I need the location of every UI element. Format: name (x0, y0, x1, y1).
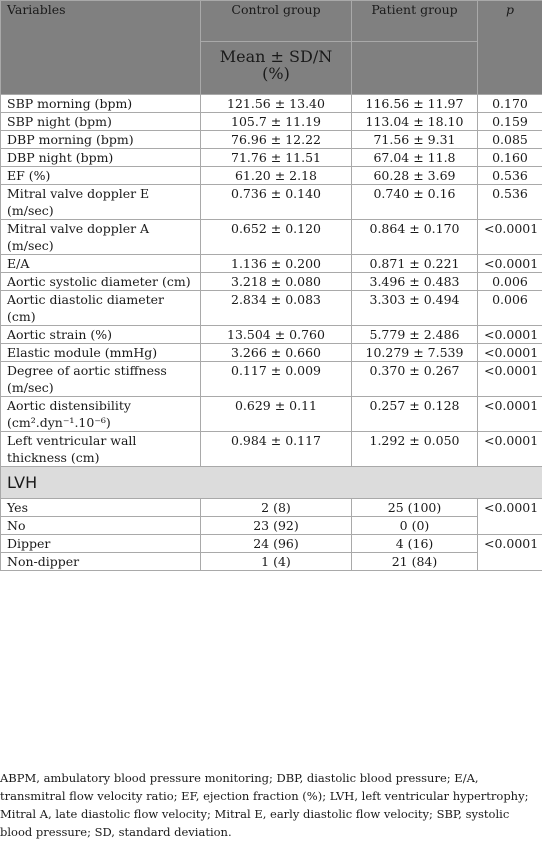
row-label: EF (%) (1, 167, 201, 185)
control-value: 105.7 ± 11.19 (201, 113, 352, 131)
table-row (1, 220, 542, 255)
control-value: 2 (8) (201, 499, 352, 517)
p-value: 0.085 (478, 131, 542, 149)
patient-value: 1.292 ± 0.050 (352, 432, 478, 467)
control-value: 0.652 ± 0.120 (201, 220, 352, 255)
patient-value: 71.56 ± 9.31 (352, 131, 478, 149)
patient-value: 0 (0) (352, 517, 478, 535)
row-label: SBP morning (bpm) (1, 95, 201, 113)
p-value: 0.536 (478, 185, 542, 220)
patient-value: 21 (84) (352, 553, 478, 571)
row-label: Left ventricular wall thickness (cm) (1, 432, 201, 467)
control-value: 0.984 ± 0.117 (201, 432, 352, 467)
row-label (1, 397, 201, 432)
section-row (1, 467, 542, 499)
control-value: 0.117 ± 0.009 (201, 362, 352, 397)
section-label: LVH (1, 467, 542, 499)
control-value: 1 (4) (201, 553, 352, 571)
patient-value: 0.257 ± 0.128 (352, 397, 478, 432)
table-row (1, 113, 542, 131)
table-row (1, 362, 542, 397)
header-control: Control group (201, 1, 352, 42)
table-row (1, 291, 542, 326)
patient-value: 3.303 ± 0.494 (352, 291, 478, 326)
patient-value: 10.279 ± 7.539 (352, 344, 478, 362)
row-label: SBP night (bpm) (1, 113, 201, 131)
control-value: 1.136 ± 0.200 (201, 255, 352, 273)
patient-value: 60.28 ± 3.69 (352, 167, 478, 185)
header-mean-sd: Mean ± SD/N (%) (201, 42, 352, 95)
control-value: 3.266 ± 0.660 (201, 344, 352, 362)
table-row (1, 432, 542, 467)
p-value: <0.0001 (478, 535, 542, 571)
table-body (1, 95, 542, 571)
control-value: 121.56 ± 13.40 (201, 95, 352, 113)
control-value: 3.218 ± 0.080 (201, 273, 352, 291)
row-label: Elastic module (mmHg) (1, 344, 201, 362)
control-value: 2.834 ± 0.083 (201, 291, 352, 326)
control-value: 0.629 ± 0.11 (201, 397, 352, 432)
p-value: <0.0001 (478, 499, 542, 535)
control-value: 61.20 ± 2.18 (201, 167, 352, 185)
patient-value: 116.56 ± 11.97 (352, 95, 478, 113)
p-value: 0.170 (478, 95, 542, 113)
row-label: No (1, 517, 201, 535)
table-row (1, 149, 542, 167)
table-row (1, 535, 542, 553)
p-value: <0.0001 (478, 362, 542, 397)
p-value: <0.0001 (478, 432, 542, 467)
table-row (1, 553, 542, 571)
patient-value: 0.370 ± 0.267 (352, 362, 478, 397)
row-label: Non-dipper (1, 553, 201, 571)
p-value: 0.006 (478, 291, 542, 326)
table-row (1, 185, 542, 220)
table-row (1, 517, 542, 535)
table-row (1, 326, 542, 344)
header-p: p (478, 1, 542, 95)
p-value: <0.0001 (478, 220, 542, 255)
row-label: Dipper (1, 535, 201, 553)
table-row (1, 397, 542, 432)
p-value: 0.159 (478, 113, 542, 131)
row-label: Yes (1, 499, 201, 517)
control-value: 71.76 ± 11.51 (201, 149, 352, 167)
row-label: DBP night (bpm) (1, 149, 201, 167)
p-value: 0.006 (478, 273, 542, 291)
table-row (1, 273, 542, 291)
p-value: <0.0001 (478, 255, 542, 273)
row-label-line1: Aortic distensibility (7, 398, 131, 413)
control-value: 23 (92) (201, 517, 352, 535)
table-footnote: ABPM, ambulatory blood pressure monitoring; DBP, diastolic blood pressure; E/A, transmitral flow velocity ratio; EF, ejection fraction (%); LVH, left ventricular hypertrophy; Mitral A, late diastolic flow velocity; Mitral E, early diastolic flow velocity; SBP, systolic blood pressure; SD, standard deviation. (0, 771, 529, 839)
row-label: DBP morning (bpm) (1, 131, 201, 149)
patient-value: 113.04 ± 18.10 (352, 113, 478, 131)
table-row (1, 167, 542, 185)
p-value: <0.0001 (478, 397, 542, 432)
patient-value: 0.864 ± 0.170 (352, 220, 478, 255)
row-label: Aortic diastolic diameter (cm) (1, 291, 201, 326)
table-row (1, 131, 542, 149)
control-value: 0.736 ± 0.140 (201, 185, 352, 220)
p-value: <0.0001 (478, 326, 542, 344)
row-label: E/A (1, 255, 201, 273)
patient-value: 3.496 ± 0.483 (352, 273, 478, 291)
control-value: 24 (96) (201, 535, 352, 553)
patient-value: 5.779 ± 2.486 (352, 326, 478, 344)
header-patient: Patient group (352, 1, 478, 42)
control-value: 76.96 ± 12.22 (201, 131, 352, 149)
row-label-line2: (cm².dyn⁻¹.10⁻⁶) (7, 415, 111, 430)
row-label: Mitral valve doppler E (m/sec) (1, 185, 201, 220)
header-variables: Variables (1, 1, 201, 95)
patient-value: 4 (16) (352, 535, 478, 553)
patient-value: 25 (100) (352, 499, 478, 517)
row-label: Degree of aortic stiffness (m/sec) (1, 362, 201, 397)
row-label: Aortic systolic diameter (cm) (1, 273, 201, 291)
table-row (1, 95, 542, 113)
table-row (1, 499, 542, 517)
patient-value: 0.740 ± 0.16 (352, 185, 478, 220)
p-value: 0.160 (478, 149, 542, 167)
p-value: <0.0001 (478, 344, 542, 362)
patient-value: 67.04 ± 11.8 (352, 149, 478, 167)
control-value: 13.504 ± 0.760 (201, 326, 352, 344)
table-row (1, 344, 542, 362)
row-label: Mitral valve doppler A (m/sec) (1, 220, 201, 255)
header-patient-empty (352, 42, 478, 95)
patient-value: 0.871 ± 0.221 (352, 255, 478, 273)
table-row (1, 255, 542, 273)
p-value: 0.536 (478, 167, 542, 185)
row-label: Aortic strain (%) (1, 326, 201, 344)
